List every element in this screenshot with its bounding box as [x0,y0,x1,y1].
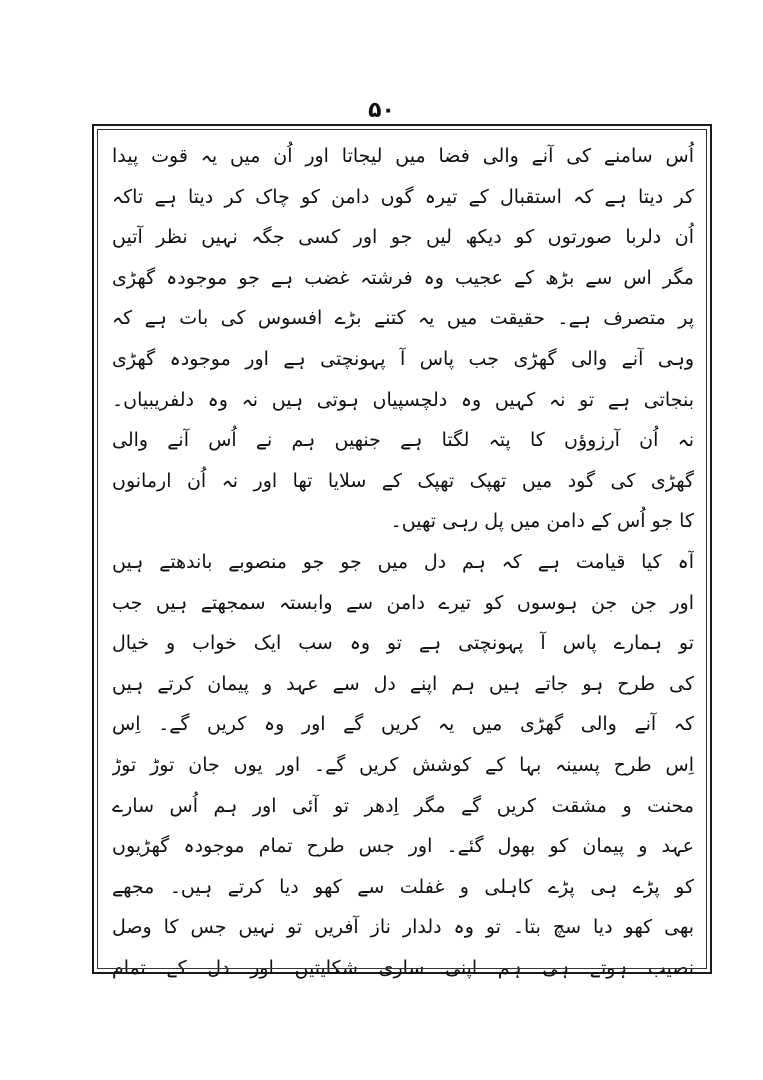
page-frame [92,124,712,979]
text-line: آہ کیا قیامت ہے کہ ہم دل میں جو جو منصوبے باندھتے ہیں [112,550,694,573]
text-line: اُن دلربا صورتوں کو دیکھ لیں جو اور کسی جگہ نہیں نظر آتیں [112,226,694,249]
text-line: کو پڑے ہی پڑے کاہلی و غفلت سے کھو دیا کرتے ہیں۔ مجھے [112,875,694,898]
text-line: پر متصرف ہے۔ حقیقت میں یہ کتنے بڑے افسوس کی بات ہے کہ [112,307,694,330]
text-line: بھی کھو دیا سچ بتا۔ تو وہ دلدار ناز آفریں تو نہیں جس کا وصل [112,916,694,939]
text-line: نصیب ہوتے ہی ہم اپنی ساری شکایتیں اور دل کے تمام [112,956,694,979]
text-line: محنت و مشقت کریں گے مگر اِدھر تو آئی اور ہم اُس سارے [112,794,694,817]
text-line: تو ہمارے پاس آ پہونچتی ہے تو وہ سب ایک خواب و خیال [112,632,694,655]
text-line: مگر اس سے بڑھ کے عجیب وہ فرشتہ غضب ہے جو موجودہ گھڑی [112,266,694,289]
text-line: عہد و پیمان کو بھول گئے۔ اور جس طرح تمام موجودہ گھڑیوں [112,835,694,858]
text-line: بنجاتی ہے تو نہ کہیں وہ دلچسپیاں ہوتی ہیں نہ وہ دلفریبیاں۔ [112,388,694,411]
text-line: کی طرح ہو جاتے ہیں ہم اپنے دل سے عہد و پیمان کرتے ہیں [112,672,694,695]
text-line: کر دیتا ہے کہ استقبال کے تیرہ گوں دامن کو چاک کر دیتا ہے تاکہ [112,185,694,208]
body-text [112,136,694,988]
text-line: اور جن جن ہوسوں کو تیرے دامن سے وابستہ سمجھتے ہیں جب [112,591,694,614]
text-line: وہی آنے والی گھڑی جب پاس آ پہونچتی ہے اور موجودہ گھڑی [112,347,694,370]
page-number: ۵۰ [368,98,395,123]
text-line: کہ آنے والی گھڑی میں یہ کریں گے اور وہ کریں گے۔ اِس [112,713,694,736]
text-line: گھڑی کی گود میں تھپک تھپک کے سلایا تھا اور نہ اُن ارمانوں [112,469,694,492]
text-line: اُس سامنے کی آنے والی فضا میں لیجاتا اور اُن میں یہ قوت پیدا [112,145,694,167]
text-line: نہ اُن آرزوؤں کا پتہ لگتا ہے جنھیں ہم نے اُس آنے والی [112,429,694,452]
text-line: اِس طرح پسینہ بہا کے کوشش کریں گے۔ اور یوں جان توڑ توڑ [112,753,694,776]
text-line: کا جو اُس کے دامن میں پل رہی تھیں۔ [390,510,694,533]
